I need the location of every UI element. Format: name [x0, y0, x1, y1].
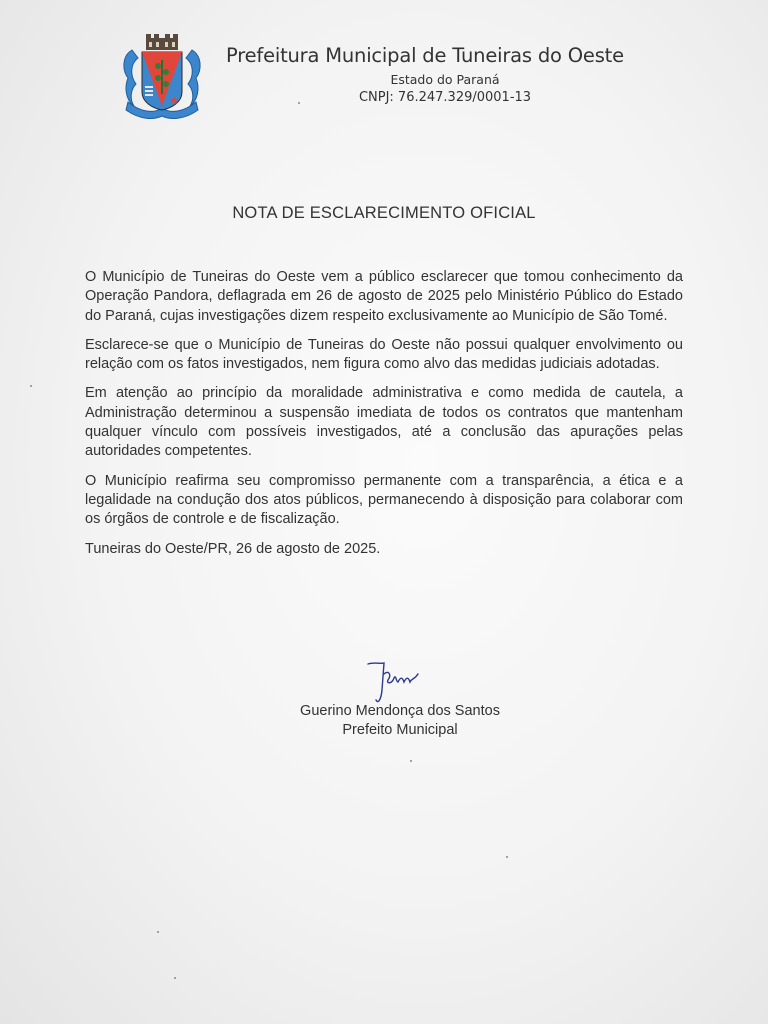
document-title: NOTA DE ESCLARECIMENTO OFICIAL	[232, 204, 536, 222]
state-name: Estado do Paraná	[390, 72, 500, 87]
organization-name: Prefeitura Municipal de Tuneiras do Oeste	[226, 44, 624, 67]
cnpj-number: CNPJ: 76.247.329/0001-13	[358, 90, 532, 105]
paper-speck	[30, 385, 32, 387]
coat-of-arms-icon	[118, 30, 206, 120]
paper-speck	[298, 102, 300, 104]
paper-speck	[157, 931, 159, 933]
paper-speck	[506, 856, 508, 858]
paragraph: Esclarece-se que o Município de Tuneiras do Oeste não possui qualquer envolvimento ou relação com os fatos investigados, nem figura como alvo das medidas judiciais adotadas.	[85, 336, 683, 373]
signature-block	[0, 702, 768, 740]
place-date: Tuneiras do Oeste/PR, 26 de agosto de 2025.	[85, 540, 381, 557]
paragraph: O Município reafirma seu compromisso permanente com a transparência, a ética e a legalidade na condução dos atos públicos, permanecendo à disposição para colaborar com os órgãos de controle e de fiscalização.	[85, 472, 683, 528]
paragraph: O Município de Tuneiras do Oeste vem a público esclarecer que tomou conhecimento da Operação Pandora, deflagrada em 26 de agosto de 2025 pelo Ministério Público do Estado do Paraná, cujas investigações dizem respeito exclusivamente ao Município de São Tomé.	[85, 269, 683, 324]
paper-speck	[174, 977, 176, 979]
paper-speck	[410, 760, 412, 762]
document-body	[85, 268, 683, 559]
signatory-role: Prefeito Municipal	[342, 722, 458, 738]
letterhead	[220, 44, 640, 105]
paragraph: Em atenção ao princípio da moralidade administrativa e como medida de cautela, a Administração determinou a suspensão imediata de todos os contratos que mantenham qualquer vínculo com possíveis investigados, até a conclusão das apurações pelas autoridades competentes.	[85, 385, 683, 460]
signatory-name: Guerino Mendonça dos Santos	[300, 703, 500, 719]
